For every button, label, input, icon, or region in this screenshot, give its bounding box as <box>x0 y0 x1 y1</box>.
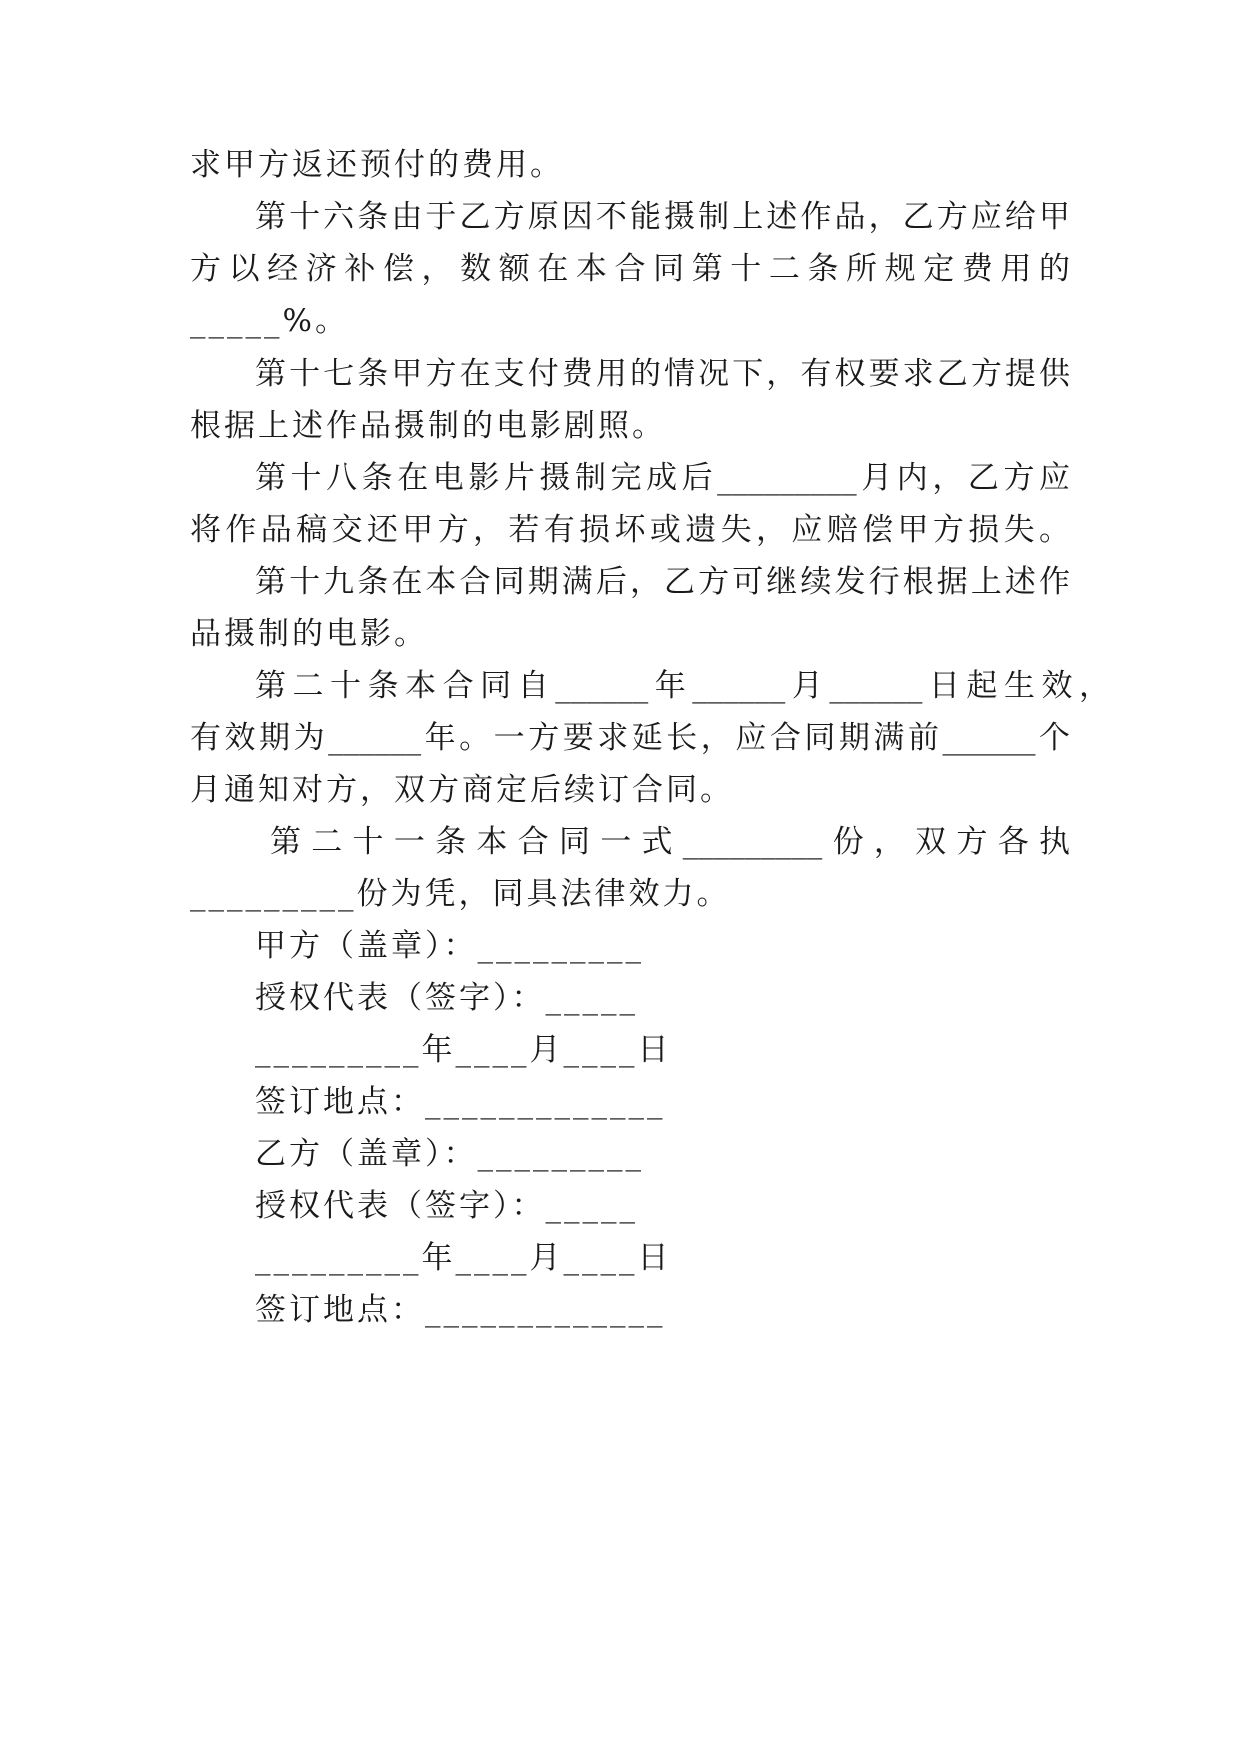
party-a-representative: 授权代表（签字）：_____ <box>255 980 638 1016</box>
party-a-seal: 甲方（盖章）：_________ <box>255 928 644 964</box>
party-b-seal: 乙方（盖章）：_________ <box>255 1136 644 1172</box>
clause-19-line-1: 第十九条在本合同期满后，乙方可继续发行根据上述作 <box>255 564 1070 600</box>
clause-16-line-3: _____%。 <box>190 303 349 339</box>
party-a-place: 签订地点：_____________ <box>255 1084 666 1120</box>
clause-15-end: 求甲方返还预付的费用。 <box>190 147 564 183</box>
clause-16-line-2: 方以经济补偿，数额在本合同第十二条所规定费用的 <box>190 251 1070 287</box>
party-b-representative: 授权代表（签字）：_____ <box>255 1188 638 1224</box>
clause-20-line-3: 月通知对方，双方商定后续订合同。 <box>190 772 734 808</box>
party-a-date: _________年____月____日 <box>255 1032 672 1068</box>
clause-18-line-2: 将作品稿交还甲方，若有损坏或遗失，应赔偿甲方损失。 <box>190 512 1070 548</box>
clause-17-line-1: 第十七条甲方在支付费用的情况下，有权要求乙方提供 <box>255 356 1070 392</box>
clause-21-line-2: _________份为凭，同具法律效力。 <box>190 876 731 912</box>
clause-21-line-1: 第二十一条本合同一式_________份，双方各执 <box>270 824 1070 860</box>
clause-19-line-2: 品摄制的电影。 <box>190 616 428 652</box>
clause-20-line-1: 第二十条本合同自______年______月______日起生效， <box>255 668 1110 704</box>
party-b-date: _________年____月____日 <box>255 1240 672 1276</box>
party-b-place: 签订地点：_____________ <box>255 1292 666 1328</box>
clause-16-line-1: 第十六条由于乙方原因不能摄制上述作品，乙方应给甲 <box>255 199 1070 235</box>
clause-20-line-2: 有效期为______年。一方要求延长，应合同期满前______个 <box>190 720 1070 756</box>
clause-18-line-1: 第十八条在电影片摄制完成后_________月内，乙方应 <box>255 460 1070 496</box>
clause-17-line-2: 根据上述作品摄制的电影剧照。 <box>190 408 666 444</box>
